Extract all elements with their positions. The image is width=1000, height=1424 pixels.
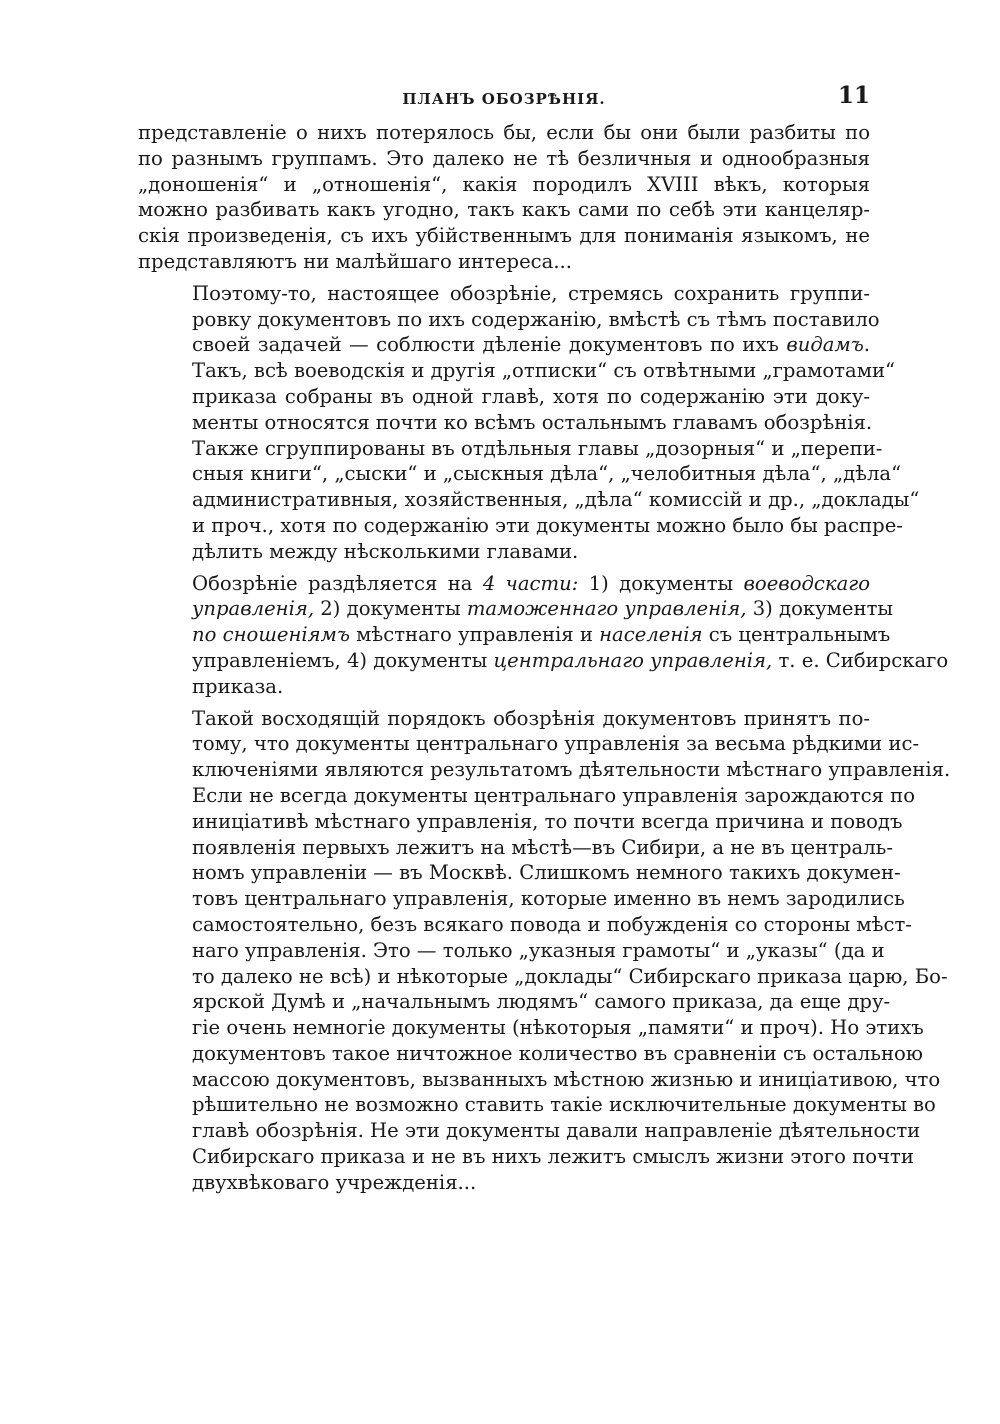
text-run: самостоятельно, безъ всякаго повода и побужденія со стороны мѣст- xyxy=(192,912,912,936)
text-line xyxy=(138,197,870,223)
text-line xyxy=(138,989,891,1015)
text-run: номъ управленіи — въ Москвѣ. Слишкомъ немного такихъ докумен- xyxy=(192,861,901,885)
text-run: Такъ, всѣ воеводскія и другія „отписки“ съ отвѣтными „грамотами“ xyxy=(192,359,896,383)
text-run: административныя, хозяйственныя, „дѣла“ комиссій и др., „доклады“ xyxy=(192,488,920,512)
text-run: дѣлить между нѣсколькими главами. xyxy=(192,539,579,563)
text-line xyxy=(138,172,870,198)
text-run: ярской Думѣ и „начальнымъ людямъ“ самого приказа, да еще дру- xyxy=(192,990,891,1014)
text-run: Если не всегда документы центральнаго управленія зарождаются по xyxy=(192,783,915,807)
text-line xyxy=(138,223,870,249)
text-run: появленія первыхъ лежитъ на мѣстѣ—въ Сибири, а не въ централь- xyxy=(192,835,893,859)
text-run: по разнымъ группамъ. Это далеко не тѣ безличныя и однообразныя xyxy=(138,146,870,170)
text-run: своей задачей — соблюсти дѣленіе документовъ по ихъ xyxy=(192,333,787,357)
text-run: и проч., хотя по содержанію эти документы можно было бы распре- xyxy=(192,513,903,537)
text-line xyxy=(138,358,896,384)
text-line xyxy=(138,783,915,809)
italic-run: по сношеніямъ xyxy=(192,623,350,647)
italic-run: воеводскаго xyxy=(743,571,870,595)
text-line xyxy=(138,809,903,835)
running-head xyxy=(138,80,870,120)
text-run: сныя книги“, „сыски“ и „сыскныя дѣла“, „челобитныя дѣла“, „дѣла“ xyxy=(192,462,902,486)
paragraph xyxy=(138,120,870,275)
text-line xyxy=(138,120,870,146)
text-run: т. е. Сибирскаго xyxy=(772,648,949,672)
text-run: документовъ такое ничтожное количество въ сравненіи съ остальною xyxy=(192,1041,923,1065)
italic-run: видамъ xyxy=(786,333,864,357)
body-text xyxy=(138,120,951,1196)
text-line xyxy=(138,1118,921,1144)
text-run: ключеніями являются результатомъ дѣятельности мѣстнаго управленія. xyxy=(192,758,951,782)
text-run: . xyxy=(863,333,870,357)
text-run: Обозрѣніе раздѣляется на xyxy=(192,571,483,595)
text-run: Также сгруппированы въ отдѣльныя главы „дозорныя“ и „перепи- xyxy=(192,436,883,460)
running-title: ПЛАНЪ ОБОЗРѢНІЯ. xyxy=(402,90,606,108)
text-run: скія произведенія, съ ихъ убійственнымъ для пониманія языкомъ, не xyxy=(138,224,870,248)
text-run: „доношенія“ и „отношенія“, какія породилъ XVIII вѣкъ, которыя xyxy=(138,172,870,196)
text-run: двухвѣковаго учрежденія... xyxy=(192,1170,477,1194)
text-run: 3) документы xyxy=(746,597,894,621)
text-line xyxy=(138,571,870,597)
text-run: товъ центральнаго управленія, которые именно въ немъ зародились xyxy=(192,887,905,911)
book-page xyxy=(138,80,951,1196)
text-line xyxy=(138,410,873,436)
text-line xyxy=(138,731,920,757)
text-run: представленіе о нихъ потерялось бы, если бы они были разбиты по xyxy=(138,121,870,144)
page-number: 11 xyxy=(837,82,870,109)
text-run: приказа собраны въ одной главѣ, хотя по содержанію эти доку- xyxy=(192,384,870,408)
text-run: ровку документовъ по ихъ содержанію, вмѣстѣ съ тѣмъ поставило xyxy=(192,307,880,331)
text-line xyxy=(138,706,870,732)
text-line xyxy=(138,249,870,275)
text-line xyxy=(138,1067,941,1093)
text-run: менты относятся почти ко всѣмъ остальнымъ главамъ обозрѣнія. xyxy=(192,410,873,434)
text-line xyxy=(138,1015,924,1041)
text-run: представляютъ ни малѣйшаго интереса... xyxy=(138,249,572,273)
italic-run: управленія, xyxy=(192,597,315,621)
italic-run: центральнаго управленія, xyxy=(493,648,773,672)
text-line xyxy=(138,835,893,861)
text-run: главѣ обозрѣнія. Не эти документы давали направленіе дѣятельности xyxy=(192,1119,921,1143)
text-run: наго управленія. Это — только „указныя грамоты“ и „указы“ (да и xyxy=(192,938,885,962)
text-run: 2) документы xyxy=(314,597,467,621)
italic-run: населенія xyxy=(599,623,703,647)
text-line xyxy=(138,938,885,964)
text-line xyxy=(138,436,883,462)
text-run: мѣстнаго управленія и xyxy=(349,623,600,647)
text-line xyxy=(138,912,912,938)
text-run: рѣшительно не возможно ставить такіе исключительные документы во xyxy=(192,1093,936,1117)
text-run: можно разбивать какъ угодно, такъ какъ сами по себѣ эти канцеляр- xyxy=(138,198,870,222)
text-line xyxy=(138,1092,936,1118)
text-line xyxy=(138,1144,914,1170)
text-line xyxy=(138,461,902,487)
text-line xyxy=(138,964,948,990)
text-line xyxy=(138,487,920,513)
text-line xyxy=(138,281,870,307)
text-run: тому, что документы центральнаго управленія за весьма рѣдкими ис- xyxy=(192,732,920,756)
paragraph xyxy=(138,571,949,700)
text-run: гіе очень немногіе документы (нѣкоторыя „памяти“ и проч). Но этихъ xyxy=(192,1016,924,1040)
text-line xyxy=(138,332,870,358)
text-run: 1) документы xyxy=(578,571,744,595)
text-run: Сибирскаго приказа и не въ нихъ лежитъ смыслъ жизни этого почти xyxy=(192,1145,914,1169)
text-run: Поэтому-то, настоящее обозрѣніе, стремясь сохранить группи- xyxy=(192,281,870,305)
text-run: Такой восходящій порядокъ обозрѣнія документовъ принятъ по- xyxy=(192,706,870,730)
text-line xyxy=(138,648,949,674)
text-line xyxy=(138,146,870,172)
text-line xyxy=(138,886,905,912)
text-line xyxy=(138,596,894,622)
text-run: иниціативѣ мѣстнаго управленія, то почти всегда причина и поводъ xyxy=(192,809,903,833)
text-line xyxy=(138,622,891,648)
text-line xyxy=(138,757,951,783)
text-line xyxy=(138,1041,923,1067)
italic-run: таможеннаго управленія, xyxy=(466,597,747,621)
text-line xyxy=(138,513,903,539)
paragraph xyxy=(138,706,951,1196)
text-run: управленіемъ, 4) документы xyxy=(192,648,494,672)
text-run: приказа. xyxy=(192,674,284,698)
paragraph xyxy=(138,281,920,565)
text-run: то далеко не всѣ) и нѣкоторые „доклады“ Сибирскаго приказа царю, Бо- xyxy=(192,964,948,988)
text-line xyxy=(138,674,870,700)
text-line xyxy=(138,539,870,565)
text-line xyxy=(138,1170,870,1196)
italic-run: 4 части: xyxy=(482,571,579,595)
text-line xyxy=(138,860,901,886)
text-run: съ центральнымъ xyxy=(702,623,891,647)
text-line xyxy=(138,384,870,410)
text-line xyxy=(138,307,880,333)
text-run: массою документовъ, вызванныхъ мѣстною жизнью и иниціативою, что xyxy=(192,1067,941,1091)
